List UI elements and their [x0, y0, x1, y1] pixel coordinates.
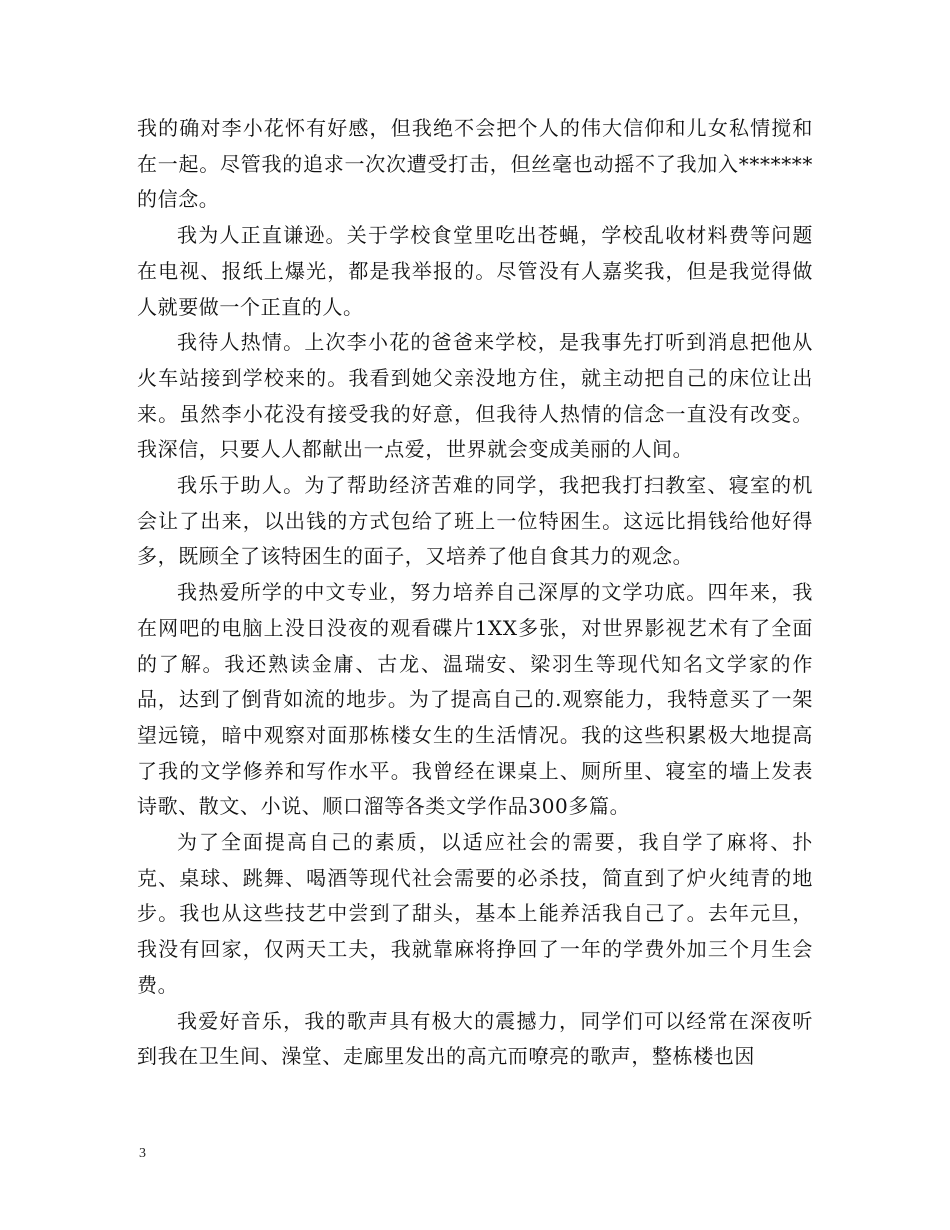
body-text [137, 111, 813, 1075]
paragraph: 为了全面提高自己的素质，以适应社会的需要，我自学了麻将、扑克、桌球、跳舞、喝酒等现代社会需要的必杀技，简直到了炉火纯青的地步。我也从这些技艺中尝到了甜头，基本上能养活我自己了。去年元旦，我没有回家，仅两天工夫，我就靠麻将挣回了一年的学费外加三个月生会费。 [137, 830, 813, 997]
paragraph: 我爱好音乐，我的歌声具有极大的震撼力，同学们可以经常在深夜听到我在卫生间、澡堂、走廊里发出的高亢而嘹亮的歌声，整栋楼也因 [137, 1008, 813, 1069]
paragraph: 我为人正直谦逊。关于学校食堂里吃出苍蝇，学校乱收材料费等问题在电视、报纸上爆光，都是我举报的。尽管没有人嘉奖我，但是我觉得做人就要做一个正直的人。 [137, 223, 813, 319]
page-number: 3 [139, 1146, 146, 1161]
paragraph: 我乐于助人。为了帮助经济苦难的同学，我把我打扫教室、寝室的机会让了出来，以出钱的方式包给了班上一位特困生。这远比捐钱给他好得多，既顾全了该特困生的面子，又培养了他自食其力的观念。 [137, 473, 813, 569]
paragraph: 我待人热情。上次李小花的爸爸来学校，是我事先打听到消息把他从火车站接到学校来的。我看到她父亲没地方住，就主动把自己的床位让出来。虽然李小花没有接受我的好意，但我待人热情的信念一直没有改变。我深信，只要人人都献出一点爱，世界就会变成美丽的人间。 [137, 330, 813, 462]
paragraph: 我的确对李小花怀有好感，但我绝不会把个人的伟大信仰和儿女私情搅和在一起。尽管我的追求一次次遭受打击，但丝毫也动摇不了我加入*******的信念。 [137, 116, 813, 212]
paragraph: 我热爱所学的中文专业，努力培养自己深厚的文学功底。四年来，我在网吧的电脑上没日没夜的观看碟片1XX多张，对世界影视艺术有了全面的了解。我还熟读金庸、古龙、温瑞安、梁羽生等现代知名文学家的作品，达到了倒背如流的地步。为了提高自己的.观察能力，我特意买了一架望远镜，暗中观察对面那栋楼女生的生活情况。我的这些积累极大地提高了我的文学修养和写作水平。我曾经在课桌上、厕所里、寝室的墙上发表诗歌、散文、小说、顺口溜等各类文学作品300多篇。 [137, 580, 813, 819]
